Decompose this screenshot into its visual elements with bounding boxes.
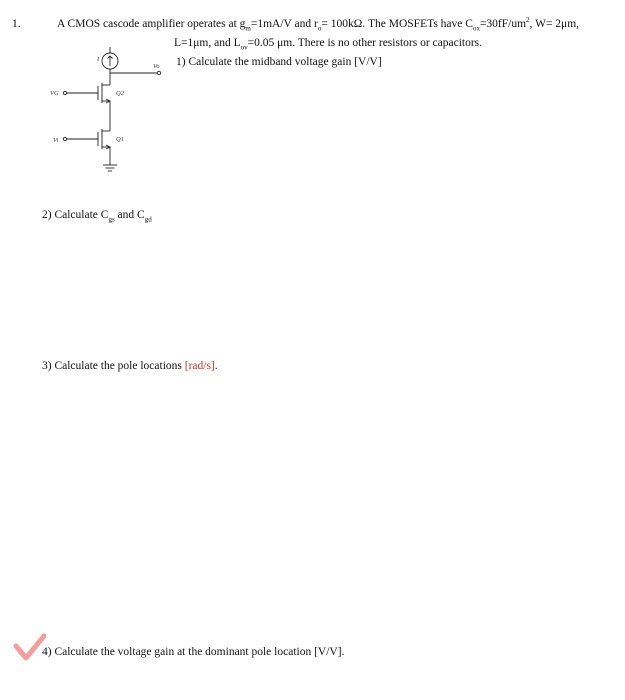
vi-terminal-icon (63, 137, 66, 140)
vo-label: Vo (153, 63, 160, 70)
cascode-circuit-diagram (40, 45, 170, 190)
vg-label: VG (50, 90, 59, 97)
question-1: 1) Calculate the midband voltage gain [V/V] (176, 56, 382, 68)
current-label: I (97, 56, 100, 63)
vi-label: Vi (53, 137, 59, 144)
q2-label: Q2 (116, 90, 124, 97)
problem-statement-line-2: L=1μm, and $L_{ov}=0.05$ μm. There is no other resistors or capacitors. (174, 37, 483, 52)
vg-terminal-icon (63, 91, 66, 94)
problem-statement-line-1: A CMOS cascode amplifier operates at $g_m=1mA/V$ and $r_o= 100k\Omega$. The MOSFETs have $C_{ox}=30fF/um^2$, W= 2μm, (57, 16, 580, 33)
q1-label: Q1 (116, 136, 124, 143)
question-2: 2) Calculate $C_{gs}$ and $C_{gd}$ (42, 209, 152, 224)
question-3: 3) Calculate the pole locations [rad/s]. (42, 360, 218, 372)
unit-rad-per-s: [rad/s] (184, 360, 215, 372)
problem-number: 1. (12, 18, 21, 30)
output-terminal-icon (157, 71, 160, 74)
question-4: 4) Calculate the voltage gain at the dominant pole location [V/V]. (42, 646, 345, 658)
